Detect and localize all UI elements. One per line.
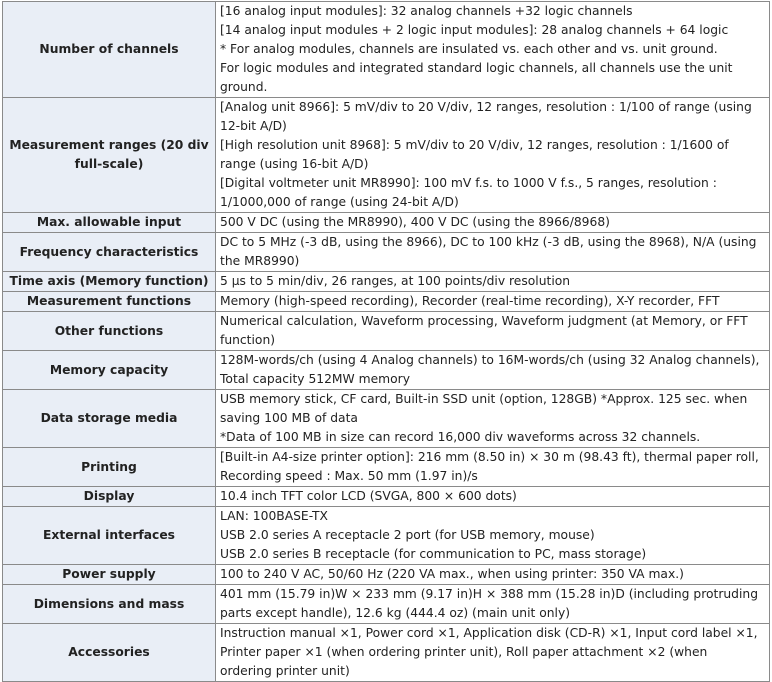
spec-table bbox=[2, 1, 770, 682]
row-label: Number of channels bbox=[3, 2, 216, 98]
row-label: Other functions bbox=[3, 312, 216, 351]
spec-row-time-axis bbox=[3, 272, 770, 292]
row-label: Frequency characteristics bbox=[3, 233, 216, 272]
spec-table-body bbox=[3, 2, 770, 682]
row-value bbox=[216, 233, 770, 272]
spec-row-printing bbox=[3, 448, 770, 487]
value-line: USB memory stick, CF card, Built-in SSD unit (option, 128GB) *Approx. 125 sec. when saving 100 MB of data bbox=[220, 392, 748, 425]
row-value bbox=[216, 2, 770, 98]
value-line: Numerical calculation, Waveform processing, Waveform judgment (at Memory, or FFT function) bbox=[220, 314, 748, 347]
row-label: Memory capacity bbox=[3, 351, 216, 390]
spec-row-max-input bbox=[3, 213, 770, 233]
row-value bbox=[216, 585, 770, 624]
spec-row-memory bbox=[3, 351, 770, 390]
row-value bbox=[216, 98, 770, 213]
row-label: Power supply bbox=[3, 565, 216, 585]
row-label: External interfaces bbox=[3, 507, 216, 565]
row-label: Display bbox=[3, 487, 216, 507]
row-label: Printing bbox=[3, 448, 216, 487]
value-line: LAN: 100BASE-TX bbox=[220, 509, 328, 523]
row-value bbox=[216, 448, 770, 487]
spec-row-measurement-ranges bbox=[3, 98, 770, 213]
value-line: 5 μs to 5 min/div, 26 ranges, at 100 points/div resolution bbox=[220, 274, 571, 288]
value-line: 128M-words/ch (using 4 Analog channels) to 16M-words/ch (using 32 Analog channels), bbox=[220, 353, 760, 367]
row-value bbox=[216, 213, 770, 233]
row-value bbox=[216, 292, 770, 312]
spec-row-other-functions bbox=[3, 312, 770, 351]
row-value bbox=[216, 272, 770, 292]
row-value bbox=[216, 624, 770, 682]
value-line: USB 2.0 series B receptacle (for communication to PC, mass storage) bbox=[220, 547, 647, 561]
row-label: Accessories bbox=[3, 624, 216, 682]
value-line: [Analog unit 8966]: 5 mV/div to 20 V/div, 12 ranges, resolution : 1/100 of range (using 12-bit A/D) bbox=[220, 100, 752, 133]
row-label: Measurement ranges (20 div full-scale) bbox=[3, 98, 216, 213]
spec-row-frequency bbox=[3, 233, 770, 272]
value-line: *Data of 100 MB in size can record 16,000 div waveforms across 32 channels. bbox=[220, 430, 701, 444]
value-line: For logic modules and integrated standard logic channels, all channels use the unit ground. bbox=[220, 61, 733, 94]
row-label: Measurement functions bbox=[3, 292, 216, 312]
value-line: [Digital voltmeter unit MR8990]: 100 mV f.s. to 1000 V f.s., 5 ranges, resolution : 1/1000,000 of range (using 24-bit A/D) bbox=[220, 176, 717, 209]
row-label: Time axis (Memory function) bbox=[3, 272, 216, 292]
row-value bbox=[216, 507, 770, 565]
row-label: Dimensions and mass bbox=[3, 585, 216, 624]
spec-row-storage bbox=[3, 390, 770, 448]
value-line: 10.4 inch TFT color LCD (SVGA, 800 × 600 dots) bbox=[220, 489, 517, 503]
value-line: * For analog modules, channels are insulated vs. each other and vs. unit ground. bbox=[220, 42, 718, 56]
value-line: [High resolution unit 8968]: 5 mV/div to 20 V/div, 12 ranges, resolution : 1/1600 of range (using 16-bit A/D) bbox=[220, 138, 729, 171]
value-line: [16 analog input modules]: 32 analog channels +32 logic channels bbox=[220, 4, 633, 18]
value-line: Total capacity 512MW memory bbox=[220, 372, 410, 386]
value-line: 500 V DC (using the MR8990), 400 V DC (using the 8966/8968) bbox=[220, 215, 610, 229]
spec-row-measurement-functions bbox=[3, 292, 770, 312]
spec-row-display bbox=[3, 487, 770, 507]
value-line: Instruction manual ×1, Power cord ×1, Application disk (CD-R) ×1, Input cord label ×1, Printer paper ×1 (when ordering printer unit), Roll paper attachment ×2 (when ordering printer unit) bbox=[220, 626, 758, 678]
row-value bbox=[216, 390, 770, 448]
row-value bbox=[216, 487, 770, 507]
value-line: [14 analog input modules + 2 logic input modules]: 28 analog channels + 64 logic bbox=[220, 23, 729, 37]
row-label: Data storage media bbox=[3, 390, 216, 448]
row-value bbox=[216, 565, 770, 585]
spec-row-power bbox=[3, 565, 770, 585]
spec-row-dimensions bbox=[3, 585, 770, 624]
value-line: DC to 5 MHz (-3 dB, using the 8966), DC to 100 kHz (-3 dB, using the 8968), N/A (using the MR8990) bbox=[220, 235, 757, 268]
value-line: USB 2.0 series A receptacle 2 port (for USB memory, mouse) bbox=[220, 528, 595, 542]
spec-row-interfaces bbox=[3, 507, 770, 565]
row-label: Max. allowable input bbox=[3, 213, 216, 233]
value-line: Recording speed : Max. 50 mm (1.97 in)/s bbox=[220, 469, 478, 483]
spec-row-channels bbox=[3, 2, 770, 98]
value-line: Memory (high-speed recording), Recorder (real-time recording), X-Y recorder, FFT bbox=[220, 294, 720, 308]
value-line: [Built-in A4-size printer option]: 216 mm (8.50 in) × 30 m (98.43 ft), thermal paper roll, bbox=[220, 450, 759, 464]
value-line: 100 to 240 V AC, 50/60 Hz (220 VA max., when using printer: 350 VA max.) bbox=[220, 567, 684, 581]
value-line: 401 mm (15.79 in)W × 233 mm (9.17 in)H × 388 mm (15.28 in)D (including protruding parts except handle), 12.6 kg (444.4 oz) (main unit only) bbox=[220, 587, 759, 620]
spec-row-accessories bbox=[3, 624, 770, 682]
row-value bbox=[216, 312, 770, 351]
row-value bbox=[216, 351, 770, 390]
